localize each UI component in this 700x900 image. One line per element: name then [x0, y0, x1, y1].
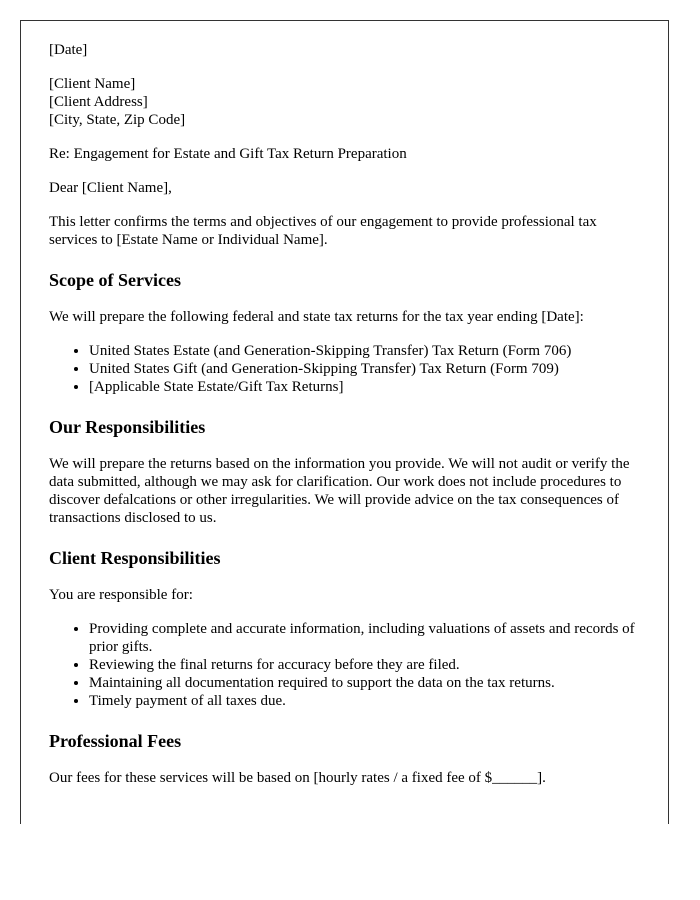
client-responsibilities-heading: Client Responsibilities [49, 548, 221, 568]
scope-heading: Scope of Services [49, 270, 181, 290]
list-item: • Maintaining all documentation required to support the data on the tax returns. [89, 674, 648, 692]
client-responsibilities-list [49, 620, 648, 710]
list-item: • United States Estate (and Generation-Skipping Transfer) Tax Return (Form 706) [89, 342, 648, 360]
client-street: [Client Address] [49, 94, 148, 110]
list-item: • Timely payment of all taxes due. [89, 692, 648, 710]
salutation: Dear [Client Name], [49, 180, 172, 196]
list-item: • Providing complete and accurate information, including valuations of assets and records of prior gifts. [89, 620, 648, 656]
letter-page [20, 20, 669, 824]
client-name: [Client Name] [49, 76, 136, 92]
client-address [49, 75, 648, 129]
client-city: [City, State, Zip Code] [49, 112, 186, 128]
our-responsibilities-heading: Our Responsibilities [49, 417, 206, 437]
our-responsibilities-text: We will prepare the returns based on the information you provide. We will not audit or verify the data submitted, although we may ask for clarification. Our work does not include procedures to discover defalcations or other irregularities. We will provide advice on the tax consequences of transactions disclosed to us. [49, 456, 630, 526]
list-item: • Reviewing the final returns for accuracy before they are filed. [89, 656, 648, 674]
fees-text: Our fees for these services will be based on [hourly rates / a fixed fee of $______]. [49, 770, 546, 786]
client-responsibilities-text: You are responsible for: [49, 587, 193, 603]
re-line: Re: Engagement for Estate and Gift Tax Return Preparation [49, 146, 407, 162]
intro-paragraph: This letter confirms the terms and objectives of our engagement to provide professional tax services to [Estate Name or Individual Name]. [49, 214, 597, 248]
scope-list [49, 342, 648, 396]
list-item: • [Applicable State Estate/Gift Tax Returns] [89, 378, 648, 396]
fees-heading: Professional Fees [49, 731, 182, 751]
list-item: • United States Gift (and Generation-Skipping Transfer) Tax Return (Form 709) [89, 360, 648, 378]
scope-text: We will prepare the following federal and state tax returns for the tax year ending [Date]: [49, 309, 584, 325]
date: [Date] [49, 42, 88, 58]
